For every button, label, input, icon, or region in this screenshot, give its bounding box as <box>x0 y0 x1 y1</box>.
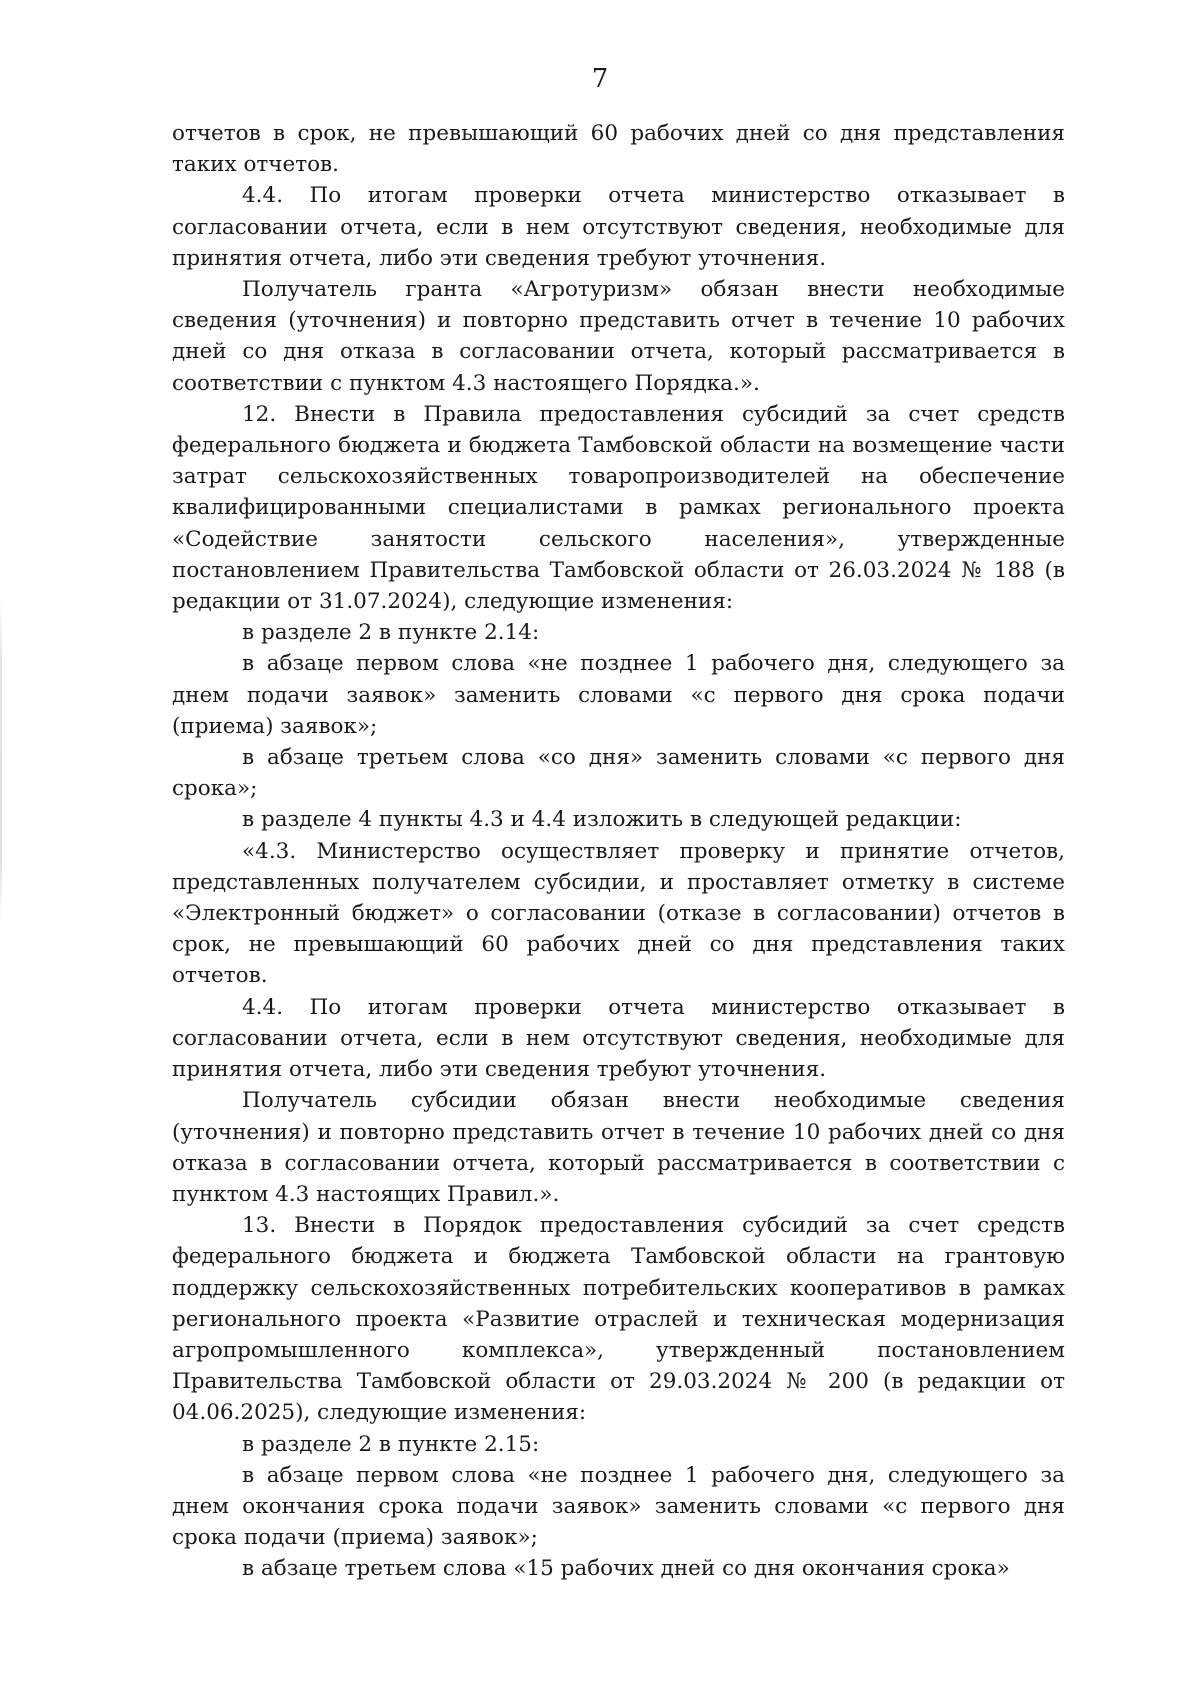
paragraph-item-12: 12. Внести в Правила предоставления субсидий за счет средств федерального бюджета и бюджета Тамбовской области на возмещение части затрат сельскохозяйственных товаропроизводителей на обеспечение квалифицированными специалистами в рамках регионального проекта «Содействие занятости сельского населения», утвержденные постановлением Правительства Тамбовской области от 26.03.2024 № 188 (в редакции от 31.07.2024), следующие изменения: <box>172 401 1065 615</box>
page-number: 7 <box>591 64 609 94</box>
paragraph-4-3: «4.3. Министерство осуществляет проверку и принятие отчетов, представленных получателем субсидии, и проставляет отметку в системе «Электронный бюджет» о согласовании (отказе в согласовании) отчетов в срок, не превышающий 60 рабочих дней со дня представления таких отчетов. <box>172 838 1065 989</box>
paragraph-section-4: в разделе 4 пункты 4.3 и 4.4 изложить в следующей редакции: <box>242 807 962 833</box>
paragraph-first-abzac-2: в абзаце первом слова «не позднее 1 рабочего дня, следующего за днем окончания срока подачи заявок» заменить словами «с первого дня срока подачи (приема) заявок»; <box>172 1462 1065 1551</box>
scan-edge-mark <box>0 600 2 920</box>
paragraph-first-abzac: в абзаце первом слова «не позднее 1 рабочего дня, следующего за днем подачи заявок» заменить словами «с первого дня срока подачи (приема) заявок»; <box>172 651 1065 739</box>
paragraph-section-2-item-2-15: в разделе 2 в пункте 2.15: <box>242 1431 540 1457</box>
paragraph-continuation: отчетов в срок, не превышающий 60 рабочих дней со дня представления таких отчетов. <box>172 121 1065 178</box>
paragraph-third-abzac-2: в абзаце третьем слова «15 рабочих дней со дня окончания срока» <box>242 1556 1010 1582</box>
paragraph-item-13: 13. Внести в Порядок предоставления субсидий за счет средств федерального бюджета и бюджета Тамбовской области на грантовую поддержку сельскохозяйственных потребительских кооперативов в рамках регионального проекта «Развитие отраслей и техническая модернизация агропромышленного комплекса», утвержденный постановлением Правительства Тамбовской области от 29.03.2024 № 200 (в редакции от 04.06.2025), следующие изменения: <box>172 1213 1065 1426</box>
paragraph-grant-recipient: Получатель гранта «Агротуризм» обязан внести необходимые сведения (уточнения) и повторно представить отчет в течение 10 рабочих дней со дня отказа в согласовании отчета, который рассматривается в соответствии с пунктом 4.3 настоящего Порядка.». <box>172 277 1065 396</box>
paragraph-section-2-item-2-14: в разделе 2 в пункте 2.14: <box>242 620 540 646</box>
paragraph-subsidy-recipient: Получатель субсидии обязан внести необходимые сведения (уточнения) и повторно представить отчет в течение 10 рабочих дней со дня отказа в согласовании отчета, который рассматривается в соответствии с пунктом 4.3 настоящих Правил.». <box>172 1088 1065 1207</box>
paragraph-third-abzac: в абзаце третьем слова «со дня» заменить словами «с первого дня срока»; <box>172 745 1065 802</box>
document-body <box>172 118 1065 1585</box>
paragraph-4-4-first: 4.4. По итогам проверки отчета министерство отказывает в согласовании отчета, если в нем отсутствуют сведения, необходимые для принятия отчета, либо эти сведения требуют уточнения. <box>172 183 1065 271</box>
paragraph-4-4-second: 4.4. По итогам проверки отчета министерство отказывает в согласовании отчета, если в нем отсутствуют сведения, необходимые для принятия отчета, либо эти сведения требуют уточнения. <box>172 994 1065 1083</box>
